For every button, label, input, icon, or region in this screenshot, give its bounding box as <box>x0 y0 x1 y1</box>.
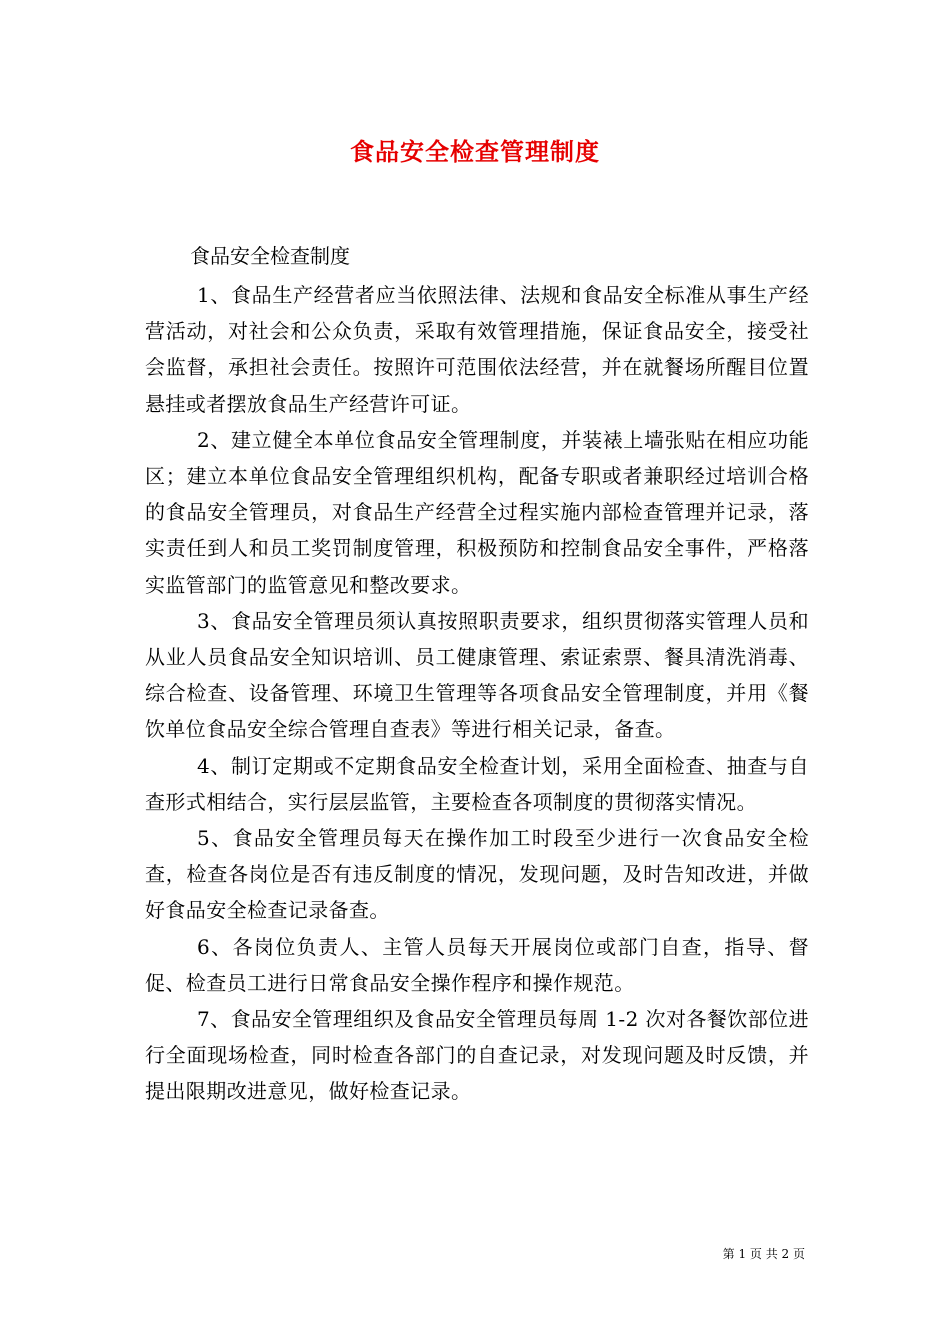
paragraph-6: 6、各岗位负责人、主管人员每天开展岗位或部门自查，指导、督促、检查员工进行日常食品安全操作程序和操作规范。 <box>145 934 809 995</box>
document-body <box>145 277 809 1110</box>
page-number: 第 1 页 共 2 页 <box>722 1247 805 1261</box>
paragraph-2: 2、建立健全本单位食品安全管理制度，并装裱上墙张贴在相应功能区；建立本单位食品安全管理组织机构，配备专职或者兼职经过培训合格的食品安全管理员，对食品生产经营全过程实施内部检查管理并记录，落实责任到人和员工奖罚制度管理，积极预防和控制食品安全事件，严格落实监管部门的监管意见和整改要求。 <box>145 427 809 597</box>
paragraph-5: 5、食品安全管理员每天在操作加工时段至少进行一次食品安全检查，检查各岗位是否有违反制度的情况，发现问题，及时告知改进，并做好食品安全检查记录备查。 <box>145 826 809 923</box>
page-title: 食品安全检查管理制度 <box>350 137 600 166</box>
paragraph-4: 4、制订定期或不定期食品安全检查计划，采用全面检查、抽查与自查形式相结合，实行层层监管，主要检查各项制度的贯彻落实情况。 <box>145 753 809 814</box>
paragraph-7: 7、食品安全管理组织及食品安全管理员每周 1-2 次对各餐饮部位进行全面现场检查，同时检查各部门的自查记录，对发现问题及时反馈，并提出限期改进意见，做好检查记录。 <box>145 1007 809 1104</box>
section-heading: 食品安全检查制度 <box>190 244 350 268</box>
paragraph-3: 3、食品安全管理员须认真按照职责要求，组织贯彻落实管理人员和从业人员食品安全知识培训、员工健康管理、索证索票、餐具清洗消毒、综合检查、设备管理、环境卫生管理等各项食品安全管理制度，并用《餐饮单位食品安全综合管理自查表》等进行相关记录，备查。 <box>145 608 809 742</box>
paragraph-1: 1、食品生产经营者应当依照法律、法规和食品安全标准从事生产经营活动，对社会和公众负责，采取有效管理措施，保证食品安全，接受社会监督，承担社会责任。按照许可范围依法经营，并在就餐场所醒目位置悬挂或者摆放食品生产经营许可证。 <box>145 283 809 416</box>
